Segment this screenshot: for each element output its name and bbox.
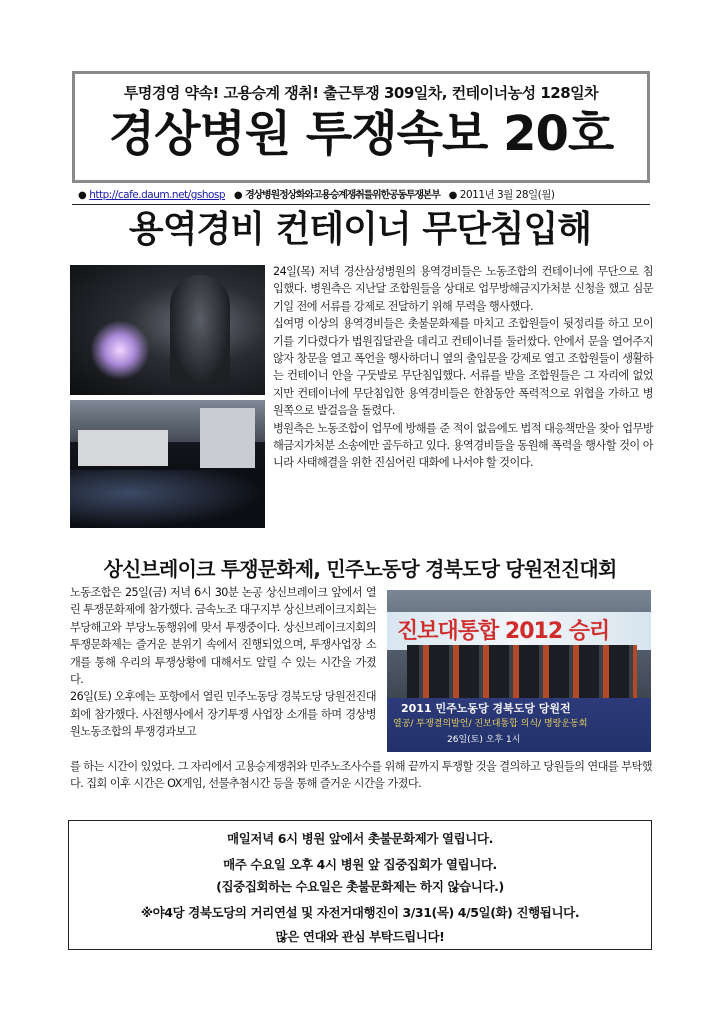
article1-body [273,263,653,472]
photo-banner-text: 진보대통합 2012 승리 [397,619,610,644]
article2-photo-rally [387,590,651,752]
notice-line: (집중집회하는 수요일은 촛불문화제는 하지 않습니다.) [216,879,504,894]
photo-stage-date: 26일(토) 오후 1시 [447,735,521,745]
article2-paragraph: 노동조합은 25일(금) 저녁 6시 30분 논공 상신브레이크 앞에서 열린 투쟁문화제에 참가했다. 금속노조 대구지부 상신브레이크지회는 부당해고와 부당노동행위에 맞서 투쟁중이다. 상신브레이크지회의 투쟁문화제는 즐거운 분위기 속에서 진행되었으며, 투쟁사업장 소개를 통해 우리의 투쟁상황에 대해서도 알릴 수 있는 시간을 가졌다. [70,586,376,687]
notice-line: 매주 수요일 오후 4시 병원 앞 집중집회가 열립니다. [223,857,497,872]
article1-paragraph: 병원측은 노동조합이 업무에 방해를 준 적이 없음에도 법적 대응책만을 찾아 업무방해금지가처분 소송에만 골두하고 있다. 용역경비들을 동원해 폭력을 행사할 것이 아니라 사태해결을 위한 진심어린 대화에 나서야 할 것이다. [273,421,653,470]
bullet-icon: ● [78,190,87,201]
newsletter-title: 경상병원 투쟁속보 20호 [108,106,614,162]
article1-paragraph: 십여명 이상의 용역경비들은 촛불문화제를 마치고 조합원들이 뒷정리를 하고 모이기를 기다렸다가 법원집달관을 데리고 컨테이너를 둘러쌌다. 안에서 문을 열어주지 않자 창문을 열고 폭언을 행사하더니 옆의 출입문을 강제로 열고 조합원들이 생활하는 컨테이너 안을 구둣발로 무단침입했다. 서류를 받을 조합원들은 그 자리에 없었지만 컨테이너에 무단침입한 용역경비들은 한참동안 폭력적으로 위협을 가하고 병원쪽으로 발걸음을 돌렸다. [273,317,653,418]
bullet-icon: ● [233,190,243,201]
notice-line: 많은 연대와 관심 부탁드립니다! [275,929,445,944]
photo-stage-title: 2011 민주노동당 경북도당 당원전 [401,702,571,715]
notice-line: ※야4당 경북도당의 거리연설 및 자전거대행진이 3/31(목) 4/5일(화) 진행됩니다. [140,905,580,920]
article2-body-left [70,584,376,741]
notice-line: 매일저녁 6시 병원 앞에서 촛불문화제가 열립니다. [227,831,493,846]
notice-box [68,820,652,950]
organization-name: 경상병원정상화와고용승계쟁취를위한공동투쟁본부 [245,190,440,201]
photo-stage-sub: 열공/ 투쟁결의발언/ 진보대통합 의식/ 명랑운동회 [393,719,588,729]
article1-photo-night [70,265,265,395]
info-line [72,187,650,205]
article1-paragraph: 24일(목) 저녁 경산삼성병원의 용역경비들은 노동조합의 컨테이너에 무단으로 침입했다. 병원측은 지난달 조합원들을 상대로 업무방해금지가처분 신청을 했고 심문기일 전에 서류를 강제로 전달하기 위해 무력을 행사했다. [273,265,653,313]
article2-paragraph: 26일(토) 오후에는 포항에서 열린 민주노동당 경북도당 당원전진대회에 참가했다. 사전행사에서 장기투쟁 사업장 소개를 하며 경상병원노동조합의 투쟁경과보고 [70,690,376,739]
cafe-link[interactable]: http://cafe.daum.net/gshosp [89,189,226,201]
article1-photo-crowd [70,400,265,528]
header-subtitle: 투명경영 약속! 고용승계 쟁취! 출근투쟁 309일차, 컨테이너농성 128일차 [123,84,599,102]
article1-title: 용역경비 컨테이너 무단침입해 [128,209,592,250]
article2-body-wide [70,758,652,793]
article2-paragraph: 를 하는 시간이 있었다. 그 자리에서 고용승계쟁취와 민주노조사수를 위해 끝까지 투쟁할 것을 결의하고 당원들의 연대를 부탁했다. 집회 이후 시간은 OX게임, 선물추첨시간 등을 통해 즐거운 시간을 가졌다. [70,760,652,791]
newsletter-header [72,71,650,183]
article2-title: 상신브레이크 투쟁문화제, 민주노동당 경북도당 당원전진대회 [103,557,617,581]
issue-date: 2011년 3월 28일(월) [459,189,555,201]
bullet-icon: ● [448,190,457,201]
